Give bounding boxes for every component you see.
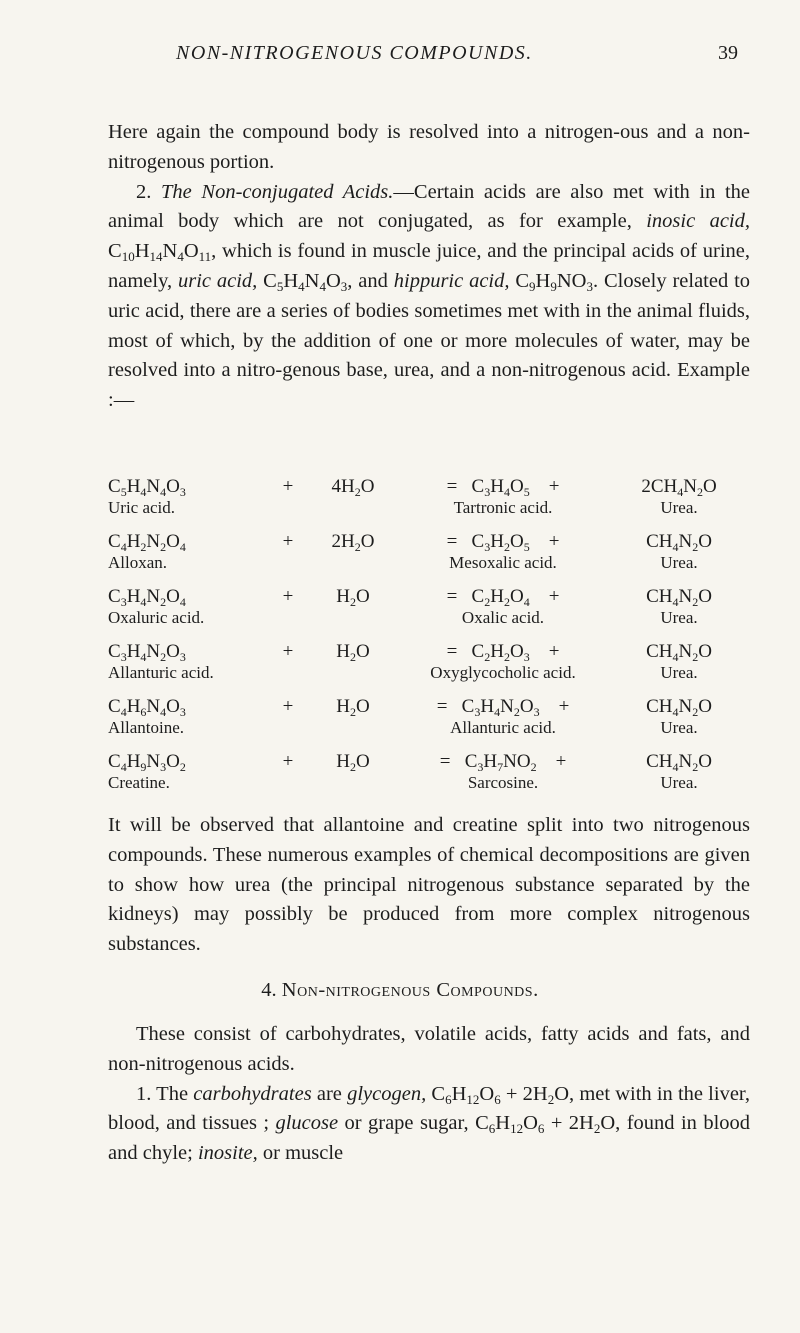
product-urea: $CH_4N_2O$ Urea. [608,696,750,738]
paragraph-non-conjugated-acids: 2. The Non-conjugated Acids.—Certain acids are also met with in the animal body which are not conjugated, as for example, inosic acid, $C_{10}H_{14}N_4O_{11}$, which is found in muscle juice, and the principal acids of urine, namely, uric acid, $C_5H_4N_4O_3$, and hippuric acid, $C_9H_9NO_3$. Closely related to uric acid, there are a series of bodies sometimes met with in the animal fluids, most of which, by the addition of one or more molecules of water, may be resolved into a nitro-genous base, urea, and a non-nitrogenous acid. Example :— [108,180,751,412]
page-number: 39 [718,42,738,64]
water-term: $4H_2O$ [331,476,375,499]
product-acid-name: Mesoxalic acid. [449,553,557,572]
product-acid-name: Tartronic acid. [453,498,553,517]
product-urea: $CH_4N_2O$ Urea. [608,531,750,573]
reactant-name: Uric acid. [108,498,176,517]
water-term: $H_2O$ [336,641,370,664]
product-urea-name: Urea. [660,773,698,792]
running-title: NON-NITROGENOUS COMPOUNDS. [176,42,533,64]
reactant: $C_4H_2N_2O_4$ Alloxan. [108,531,228,573]
section-heading: 4. Non-nitrogenous Compounds. [261,979,539,1001]
plus-sign: + [555,751,567,772]
equals-sign: = [446,586,458,607]
plus-sign: + [548,641,560,662]
reactant: $C_4H_6N_4O_3$ Allantoine. [108,696,228,738]
body-text-bottom [108,1020,750,1169]
chemical-formula: $C_{10}H_{14}N_4O_{11}$, [108,240,217,265]
water-term: $H_2O$ [336,696,370,719]
equation-row [108,476,750,531]
plus-sign: + [282,531,294,552]
plus-sign: + [282,586,294,607]
equation-row [108,696,750,751]
equals-sign: = [436,696,448,717]
product-acid-name: Oxalic acid. [461,608,545,627]
product-acid: = $C_2H_2O_4$ + Oxalic acid. [388,586,618,628]
product-acid-name: Allanturic acid. [450,718,556,737]
equation-row [108,586,750,641]
reactant: $C_3H_4N_2O_4$ Oxaluric acid. [108,586,228,628]
product-urea: $CH_4N_2O$ Urea. [608,641,750,683]
product-acid: = $C_3H_7NO_2$ + Sarcosine. [388,751,618,793]
chemical-formula: $C_6H_{12}O_6 + 2H_2O$, [431,1082,575,1107]
product-urea-name: Urea. [660,498,698,517]
product-urea-name: Urea. [660,553,698,572]
running-head [0,42,800,72]
body-text-top [108,118,750,416]
reactant-name: Allantoine. [108,718,185,737]
equation-row [108,641,750,696]
reactant: $C_4H_9N_3O_2$ Creatine. [108,751,228,793]
paragraph-carbohydrates: 1. The carbohydrates are glycogen, $C_6H_{12}O_6 + 2H_2O$, met with in the liver, blood, and tissues ; glucose or grape sugar, $C_6H_{12}O_6 + 2H_2O$, found in blood and chyle; inosite, or muscle [108,1082,751,1165]
equals-sign: = [446,641,458,662]
product-urea-name: Urea. [660,718,698,737]
chemical-formula: $C_5H_4N_4O_3$, [263,269,353,294]
product-acid: = $C_2H_2O_3$ + Oxyglycocholic acid. [388,641,618,683]
plus-sign: + [282,696,294,717]
equation-table [108,476,750,806]
reactant-name: Oxaluric acid. [108,608,205,627]
reactant-name: Creatine. [108,773,170,792]
equals-sign: = [446,476,458,497]
equals-sign: = [446,531,458,552]
product-acid-name: Oxyglycocholic acid. [430,663,576,682]
product-urea-name: Urea. [660,608,698,627]
equals-sign: = [439,751,451,772]
plus-sign: + [548,586,560,607]
product-acid: = $C_3H_2O_5$ + Mesoxalic acid. [388,531,618,573]
product-urea-name: Urea. [660,663,698,682]
plus-sign: + [558,696,570,717]
product-acid: = $C_3H_4O_5$ + Tartronic acid. [388,476,618,518]
reactant: $C_3H_4N_2O_3$ Allanturic acid. [108,641,228,683]
plus-sign: + [548,476,560,497]
water-term: $2H_2O$ [331,531,375,554]
water-term: $H_2O$ [336,751,370,774]
plus-sign: + [282,751,294,772]
paragraph-intro: Here again the compound body is resolved into a nitrogen-ous and a non-nitrogenous portion. [108,121,750,173]
plus-sign: + [282,476,294,497]
product-urea: $CH_4N_2O$ Urea. [608,586,750,628]
paragraph-observation: It will be observed that allantoine and creatine split into two nitrogenous compounds. These numerous examples of chemical decompositions are given to show how urea (the principal nitrogenous substance separated by the kidneys) may possibly be produced from more complex nitrogenous substances. [108,814,750,956]
paragraph-non-nitrogenous: These consist of carbohydrates, volatile acids, fatty acids and fats, and non-nitrogenous acids. [108,1023,750,1075]
product-acid-name: Sarcosine. [467,773,539,792]
reactant: $C_5H_4N_4O_3$ Uric acid. [108,476,228,518]
chemical-formula: $C_6H_{12}O_6 + 2H_2O$, [475,1112,621,1137]
product-urea: $2CH_4N_2O$ Urea. [608,476,750,518]
section-heading-italic: The Non-conjugated Acids. [161,180,394,203]
equation-row [108,751,750,806]
product-urea: $CH_4N_2O$ Urea. [608,751,750,793]
equation-row [108,531,750,586]
product-acid: = $C_3H_4N_2O_3$ + Allanturic acid. [388,696,618,738]
plus-sign: + [548,531,560,552]
reactant-name: Alloxan. [108,553,168,572]
reactant-name: Allanturic acid. [108,663,214,682]
chemical-formula: $C_9H_9NO_3$. [515,269,599,294]
water-term: $H_2O$ [336,586,370,609]
body-text-middle [108,811,750,960]
plus-sign: + [282,641,294,662]
